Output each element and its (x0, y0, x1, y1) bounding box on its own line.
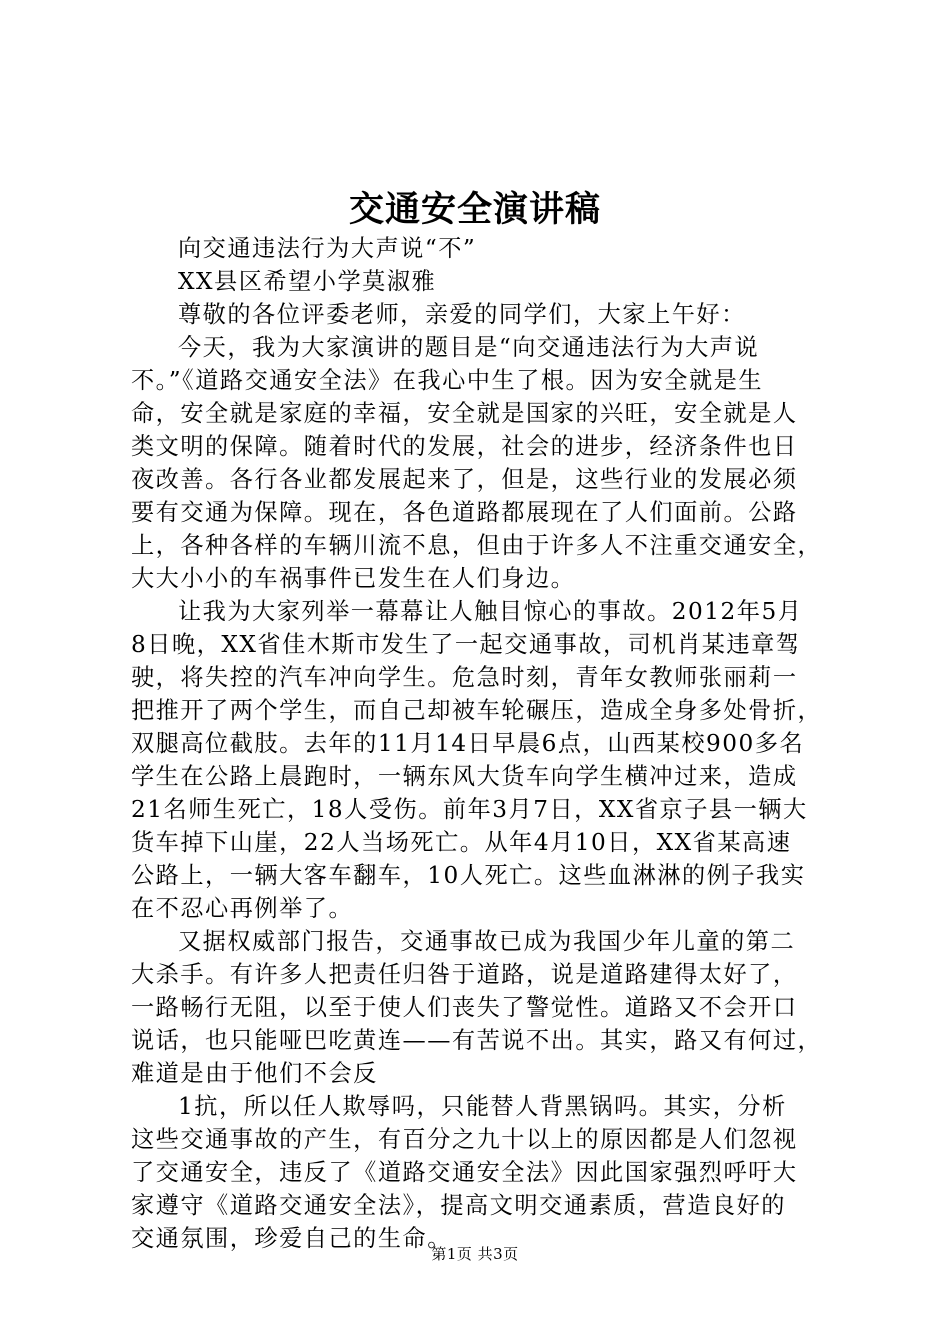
paragraph-line: 大大小小的车祸事件已发生在人们身边。 (131, 565, 576, 592)
paragraph-line: 双腿高位截肢。去年的11月14日早晨6点，山西某校900多名 (131, 730, 805, 757)
paragraph-line: 今天，我为大家演讲的题目是“向交通违法行为大声说 (178, 334, 760, 361)
paragraph-line: 货车掉下山崖，22人当场死亡。从年4月10日，XX省某高速 (131, 829, 792, 856)
paragraph-line: 要有交通为保障。现在，各色道路都展现在了人们面前。公路 (131, 499, 798, 526)
speaker-name: XX县区希望小学莫淑雅 (178, 268, 437, 295)
paragraph-line: 一路畅行无阻，以至于使人们丧失了警觉性。道路又不会开口 (131, 994, 798, 1021)
paragraph-line: 大杀手。有许多人把责任归咎于道路，说是道路建得太好了， (131, 961, 798, 988)
paragraph-line: 公路上，一辆大客车翻车，10人死亡。这些血淋淋的例子我实 (131, 862, 806, 889)
paragraph-line: 1抗，所以任人欺辱吗，只能替人背黑锅吗。其实，分析 (178, 1093, 787, 1120)
paragraph-line: 难道是由于他们不会反 (131, 1060, 378, 1087)
paragraph-line: 这些交通事故的产生，有百分之九十以上的原因都是人们忽视 (131, 1126, 798, 1153)
paragraph-line: 类文明的保障。随着时代的发展，社会的进步，经济条件也日 (131, 433, 798, 460)
document-body (131, 232, 837, 1255)
speech-subtitle: 向交通违法行为大声说“不” (178, 235, 477, 262)
paragraph-line: 学生在公路上晨跑时，一辆东风大货车向学生横冲过来，造成 (131, 763, 798, 790)
paragraph-line: 上，各种各样的车辆川流不息，但由于许多人不注重交通安全， (131, 532, 823, 559)
paragraph-line: 夜改善。各行各业都发展起来了，但是，这些行业的发展必须 (131, 466, 798, 493)
paragraph-line: 说话，也只能哑巴吃黄连——有苦说不出。其实，路又有何过， (131, 1027, 823, 1054)
document-title: 交通安全演讲稿 (348, 189, 601, 230)
paragraph-line: 让我为大家列举一幕幕让人触目惊心的事故。2012年5月 (178, 598, 803, 625)
paragraph-line: 21名师生死亡，18人受伤。前年3月7日，XX省京子县一辆大 (131, 796, 808, 823)
paragraph-line: 命，安全就是家庭的幸福，安全就是国家的兴旺，安全就是人 (131, 400, 798, 427)
paragraph-line: 了交通安全，违反了《道路交通安全法》因此国家强烈呼吁大 (131, 1159, 798, 1186)
paragraph-line: 交通氛围，珍爱自己的生命。 (131, 1225, 452, 1252)
paragraph-line: 8日晚，XX省佳木斯市发生了一起交通事故，司机肖某违章驾 (131, 631, 801, 658)
paragraph-line: 家遵守《道路交通安全法》，提高文明交通素质，营造良好的 (131, 1192, 786, 1219)
paragraph-line: 又据权威部门报告，交通事故已成为我国少年儿童的第二 (178, 928, 796, 955)
paragraph-line: 把推开了两个学生，而自己却被车轮碾压，造成全身多处骨折， (131, 697, 823, 724)
page-number-footer: 第1页 共3页 (431, 1245, 519, 1263)
paragraph-line: 在不忍心再例举了。 (131, 895, 354, 922)
paragraph-line: 不。”《道路交通安全法》在我心中生了根。因为安全就是生 (131, 367, 764, 394)
greeting: 尊敬的各位评委老师，亲爱的同学们，大家上午好： (178, 301, 746, 328)
paragraph-line: 驶，将失控的汽车冲向学生。危急时刻，青年女教师张丽莉一 (131, 664, 798, 691)
